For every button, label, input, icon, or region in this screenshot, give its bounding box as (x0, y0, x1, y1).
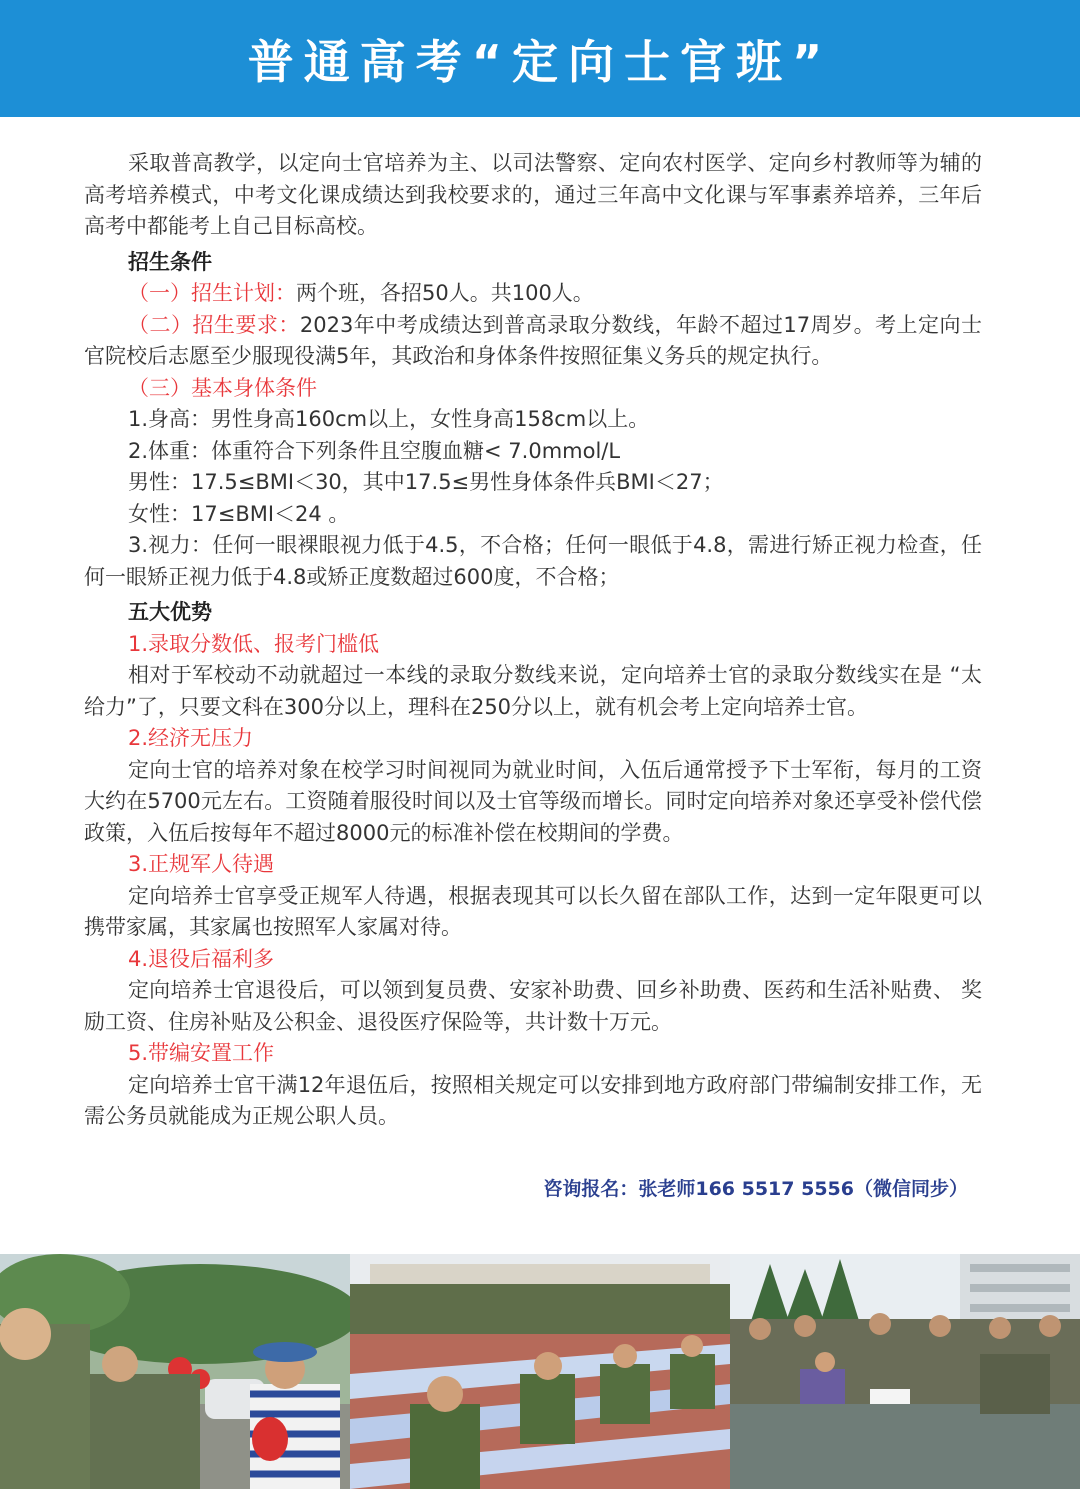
advantage-title: 4.退役后福利多 (128, 946, 275, 971)
advantage-text: 定向培养士官享受正规军人待遇，根据表现其可以长久留在部队工作，达到一定年限更可以携带家属，其家属也按照军人家属对待。 (84, 883, 982, 939)
height-requirement: 1.身高：男性身高160cm以上，女性身高158cm以上。 (128, 407, 650, 431)
advantage-text: 相对于军校动不动就超过一本线的录取分数线来说，定向培养士官的录取分数线实在是 “太给力”了，只要文科在300分以上，理科在250分以上，就有机会考上定向培养士官。 (84, 663, 982, 719)
vision-requirement: 3.视力：任何一眼裸眼视力低于4.5，不合格；任何一眼低于4.8，需进行矫正视力检查，任何一眼矫正视力低于4.8或矫正度数超过600度，不合格； (84, 533, 982, 589)
admission-heading: 招生条件 (128, 249, 212, 274)
photo-training-drill (0, 1254, 350, 1489)
advantage-text: 定向培养士官干满12年退伍后，按照相关规定可以安排到地方政府部门带编制安排工作，无需公务员就能成为正规公职人员。 (84, 1072, 982, 1128)
admission-plan (84, 278, 982, 310)
plan-text: 两个班，各招50人。共100人。 (296, 281, 594, 305)
weight-requirement: 2.体重：体重符合下列条件且空腹血糖< 7.0mmol/L (128, 438, 621, 463)
title-banner (0, 0, 1080, 117)
photo-bedding-training (350, 1254, 730, 1489)
intro-paragraph: 采取普高教学，以定向士官培养为主、以司法警察、定向农村医学、定向乡村教师等为辅的高考培养模式，中考文化课成绩达到我校要求的，通过三年高中文化课与军事素养培养，三年后高考中都能考上自己目标高校。 (84, 151, 982, 238)
admission-requirement (84, 310, 982, 373)
advantage-title: 3.正规军人待遇 (128, 852, 275, 876)
req-text: 2023年中考成绩达到普高录取分数线，年龄不超过17周岁。考上定向士官院校后志愿至少服现役满5年，其政治和身体条件按照征集义务兵的规定执行。 (84, 312, 982, 368)
main-content (84, 148, 982, 1133)
photo-outdoor-training (730, 1254, 1080, 1489)
advantage-title: 2.经济无压力 (128, 726, 254, 750)
advantage-text: 定向培养士官退役后，可以领到复员费、安家补助费、回乡补助费、医药和生活补贴费、 奖励工资、住房补贴及公积金、退役医疗保险等，共计数十万元。 (84, 978, 982, 1034)
male-bmi: 男性：17.5≤BMI＜30，其中17.5≤男性身体条件兵BMI＜27； (128, 470, 724, 494)
page-title: 普通高考“定向士官班” (247, 34, 833, 89)
photo-strip (0, 1254, 1080, 1489)
plan-label: （一）招生计划： (128, 281, 296, 305)
req-label: （二）招生要求： (128, 312, 300, 337)
advantage-title: 5.带编安置工作 (128, 1041, 275, 1065)
female-bmi: 女性：17≤BMI＜24 。 (128, 501, 350, 526)
advantages-heading: 五大优势 (128, 600, 212, 624)
contact-info: 咨询报名：张老师166 5517 5556（微信同步） (543, 1178, 968, 1200)
advantage-text: 定向士官的培养对象在校学习时间视同为就业时间，入伍后通常授予下士军衔，每月的工资大约在5700元左右。工资随着服役时间以及士官等级而增长。同时定向培养对象还享受补偿代偿政策，入伍后按每年不超过8000元的标准补偿在校期间的学费。 (84, 757, 982, 845)
advantage-title: 1.录取分数低、报考门槛低 (128, 631, 380, 656)
body-condition-label: （三）基本身体条件 (128, 375, 317, 400)
